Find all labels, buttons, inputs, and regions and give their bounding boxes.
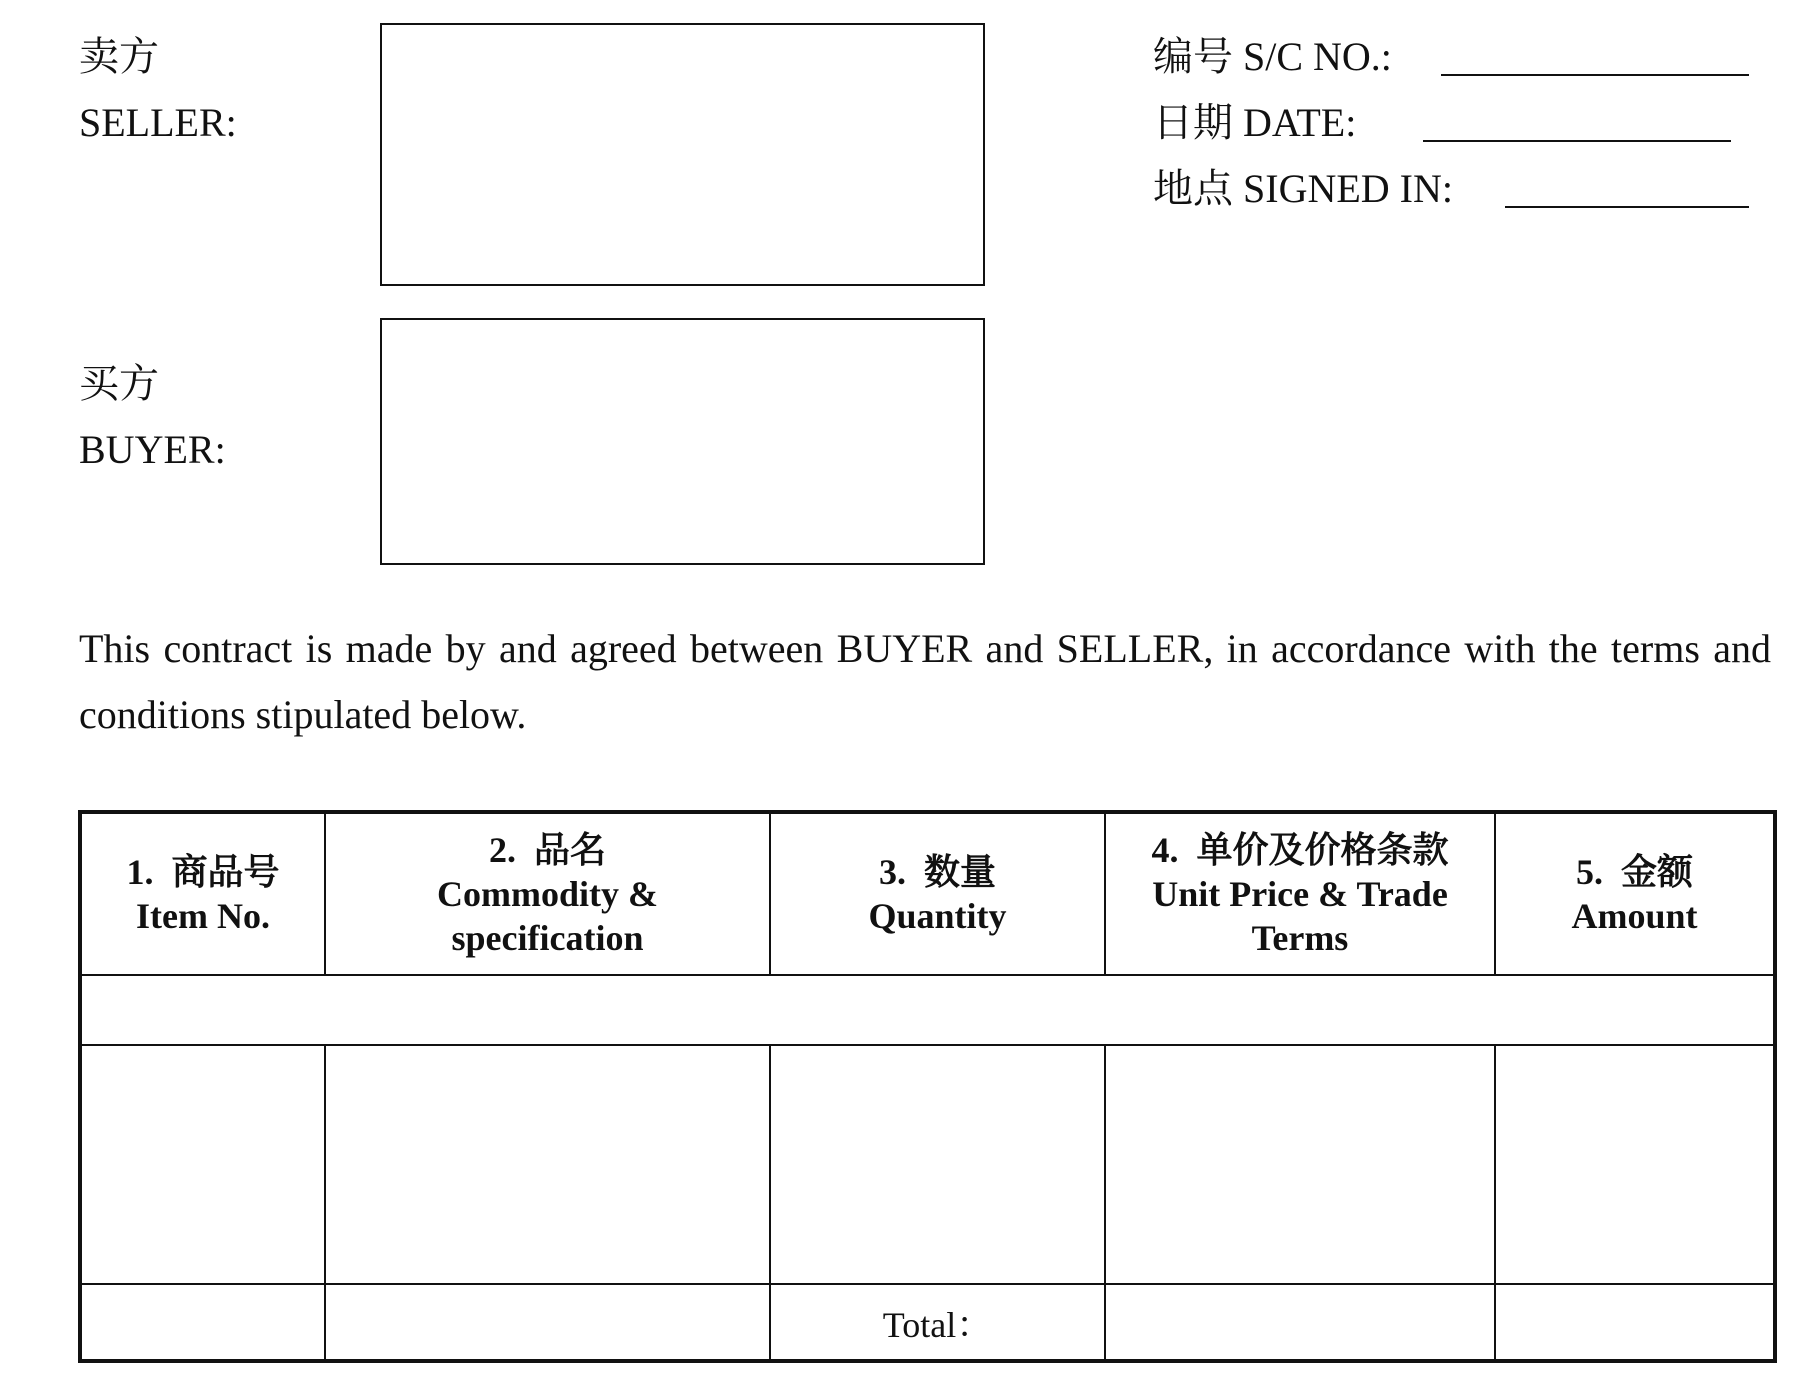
signed-in-field[interactable]	[1505, 206, 1749, 208]
seller-label-cn: 卖方	[79, 34, 159, 79]
date-label: 日期 DATE:	[1153, 100, 1357, 145]
amount-cell[interactable]	[1495, 1045, 1775, 1284]
contract-intro-text: This contract is made by and agreed between BUYER and SELLER, in accordance with the terms and conditions stipulated below.	[79, 626, 1771, 737]
buyer-label-cn: 买方	[79, 361, 159, 406]
table-header-row	[80, 812, 1775, 975]
header-commodity: 2. 品名 Commodity & specification	[325, 812, 770, 975]
header-amount: 5. 金额 Amount	[1495, 812, 1775, 975]
table-row	[80, 1045, 1775, 1284]
total-unit-price-cell[interactable]	[1105, 1284, 1495, 1361]
buyer-label-en: BUYER:	[79, 427, 226, 472]
item-no-cell[interactable]	[80, 1045, 325, 1284]
header-quantity: 3. 数量 Quantity	[770, 812, 1105, 975]
table-total-row	[80, 1284, 1775, 1361]
table-spacer-row	[80, 975, 1775, 1045]
signed-in-label: 地点 SIGNED IN:	[1153, 166, 1453, 211]
buyer-label	[79, 351, 226, 483]
seller-label-en: SELLER:	[79, 100, 237, 145]
date-field[interactable]	[1423, 140, 1731, 142]
sc-no-label: 编号 S/C NO.:	[1153, 34, 1392, 79]
header-item-no: 1. 商品号 Item No.	[80, 812, 325, 975]
total-item-no-cell[interactable]	[80, 1284, 325, 1361]
quantity-cell[interactable]	[770, 1045, 1105, 1284]
header-unit-price: 4. 单价及价格条款 Unit Price & Trade Terms	[1105, 812, 1495, 975]
total-commodity-cell[interactable]	[325, 1284, 770, 1361]
total-label: Total：	[770, 1284, 1105, 1361]
commodity-cell[interactable]	[325, 1045, 770, 1284]
seller-info-box[interactable]	[380, 23, 985, 286]
unit-price-cell[interactable]	[1105, 1045, 1495, 1284]
total-amount-cell[interactable]	[1495, 1284, 1775, 1361]
spacer-cell[interactable]	[80, 975, 1775, 1045]
sc-no-field[interactable]	[1441, 74, 1749, 76]
goods-table	[78, 810, 1777, 1363]
seller-label	[79, 24, 237, 156]
buyer-info-box[interactable]	[380, 318, 985, 565]
